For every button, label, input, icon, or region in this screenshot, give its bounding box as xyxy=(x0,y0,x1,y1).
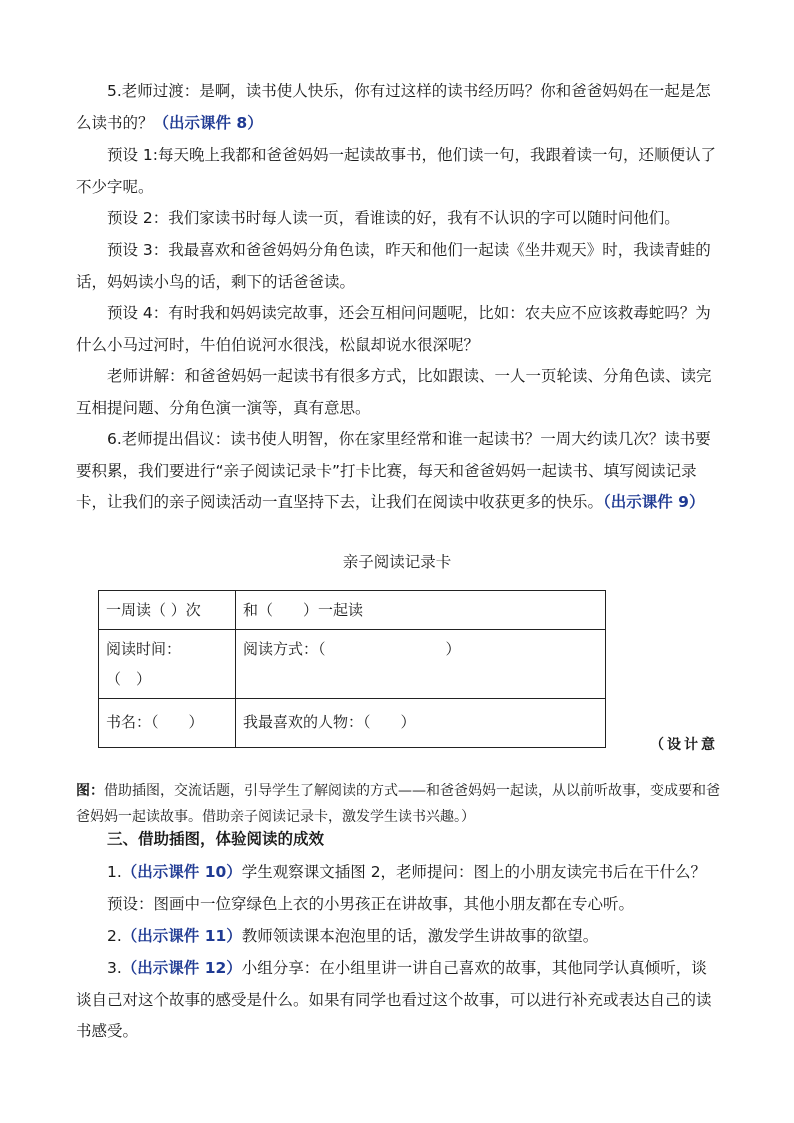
design-intent-text: 借助插图，交流话题，引导学生了解阅读的方式——和爸爸妈妈一起读，从以前听故事，变成要和爸爸妈妈一起读故事。借助亲子阅读记录卡，激发学生读书兴趣。） xyxy=(76,783,720,825)
preset-2: 预设 2：我们家读书时每人读一页，看谁读的好，我有不认识的字可以随时问他们。 xyxy=(107,209,680,227)
step-2-text: 教师领读课本泡泡里的话，激发学生讲故事的欲望。 xyxy=(241,927,599,945)
courseware-ref-8: （出示课件 8） xyxy=(153,113,263,132)
reading-record-card xyxy=(98,590,606,748)
step-1 xyxy=(76,857,720,889)
card-cell-reading-time xyxy=(99,630,236,699)
paragraph-5 xyxy=(76,76,720,139)
card-cell-weekly-count: 一周读（ ）次 xyxy=(99,591,236,630)
courseware-ref-10: （出示课件 10） xyxy=(121,863,242,881)
step-3 xyxy=(76,953,720,1048)
preset-4: 预设 4：有时我和妈妈读完故事，还会互相问问题呢，比如：农夫应不应该救毒蛇吗？为什么小马过河时，牛伯伯说河水很浅，松鼠却说水很深呢？ xyxy=(76,304,711,354)
step-2-number: 2. xyxy=(107,927,122,945)
reading-time-blank: （ ） xyxy=(106,670,152,688)
card-cell-reading-method: 阅读方式：（ ） xyxy=(236,630,606,699)
paragraph-6 xyxy=(76,424,720,519)
step-3-number: 3. xyxy=(107,959,122,977)
courseware-ref-11: （出示课件 11） xyxy=(121,927,242,945)
card-cell-favorite-character: 我最喜欢的人物：（ ） xyxy=(236,699,606,748)
design-intent-label-end: 图： xyxy=(76,783,104,799)
reading-time-label: 阅读时间： xyxy=(106,640,182,658)
courseware-ref-9: （出示课件 9） xyxy=(603,493,705,511)
step-3-text: 小组分享：在小组里讲一讲自己喜欢的故事，其他同学认真倾听，谈谈自己对这个故事的感受是什么。如果有同学也看过这个故事，可以进行补充或表达自己的读书感受。 xyxy=(76,959,712,1040)
preset-3: 预设 3：我最喜欢和爸爸妈妈分角色读，昨天和他们一起读《坐井观天》时，我读青蛙的话，妈妈读小鸟的话，剩下的话爸爸读。 xyxy=(76,241,711,291)
card-cell-book-name: 书名：（ ） xyxy=(99,699,236,748)
design-intent-label-start: （设计意 xyxy=(650,737,718,753)
teacher-explanation: 老师讲解：和爸爸妈妈一起读书有很多方式，比如跟读、一人一页轮读、分角色读、读完互相提问题、分角色演一演等，真有意思。 xyxy=(76,367,712,417)
step-1-text: 学生观察课文插图 2，老师提问：图上的小朋友读完书后在干什么？ xyxy=(241,863,707,881)
section-3-heading: 三、借助插图，体验阅读的成效 xyxy=(107,830,325,848)
preset-1: 预设 1:每天晚上我都和爸爸妈妈一起读故事书，他们读一句，我跟着读一句，还顺便认了不少字呢。 xyxy=(76,146,717,196)
card-cell-read-with: 和（ ）一起读 xyxy=(236,591,606,630)
paragraph-5-text: 5.老师过渡：是啊，读书使人快乐，你有过这样的读书经历吗？你和爸爸妈妈在一起是怎么读书的？ xyxy=(76,82,711,132)
card-title: 亲子阅读记录卡 xyxy=(342,553,452,571)
step-1-preset: 预设：图画中一位穿绿色上衣的小男孩正在讲故事，其他小朋友都在专心听。 xyxy=(107,895,635,913)
courseware-ref-12: （出示课件 12） xyxy=(121,959,242,977)
step-1-number: 1. xyxy=(107,863,122,881)
paragraph-6-text: 6.老师提出倡议：读书使人明智，你在家里经常和谁一起读书？一周大约读几次？读书要要积累，我们要进行“亲子阅读记录卡”打卡比赛，每天和爸爸妈妈一起读书、填写阅读记录卡，让我们的亲子阅读活动一直坚持下去，让我们在阅读中收获更多的快乐。 xyxy=(76,430,711,511)
step-2 xyxy=(76,921,720,953)
design-intent xyxy=(76,778,720,830)
